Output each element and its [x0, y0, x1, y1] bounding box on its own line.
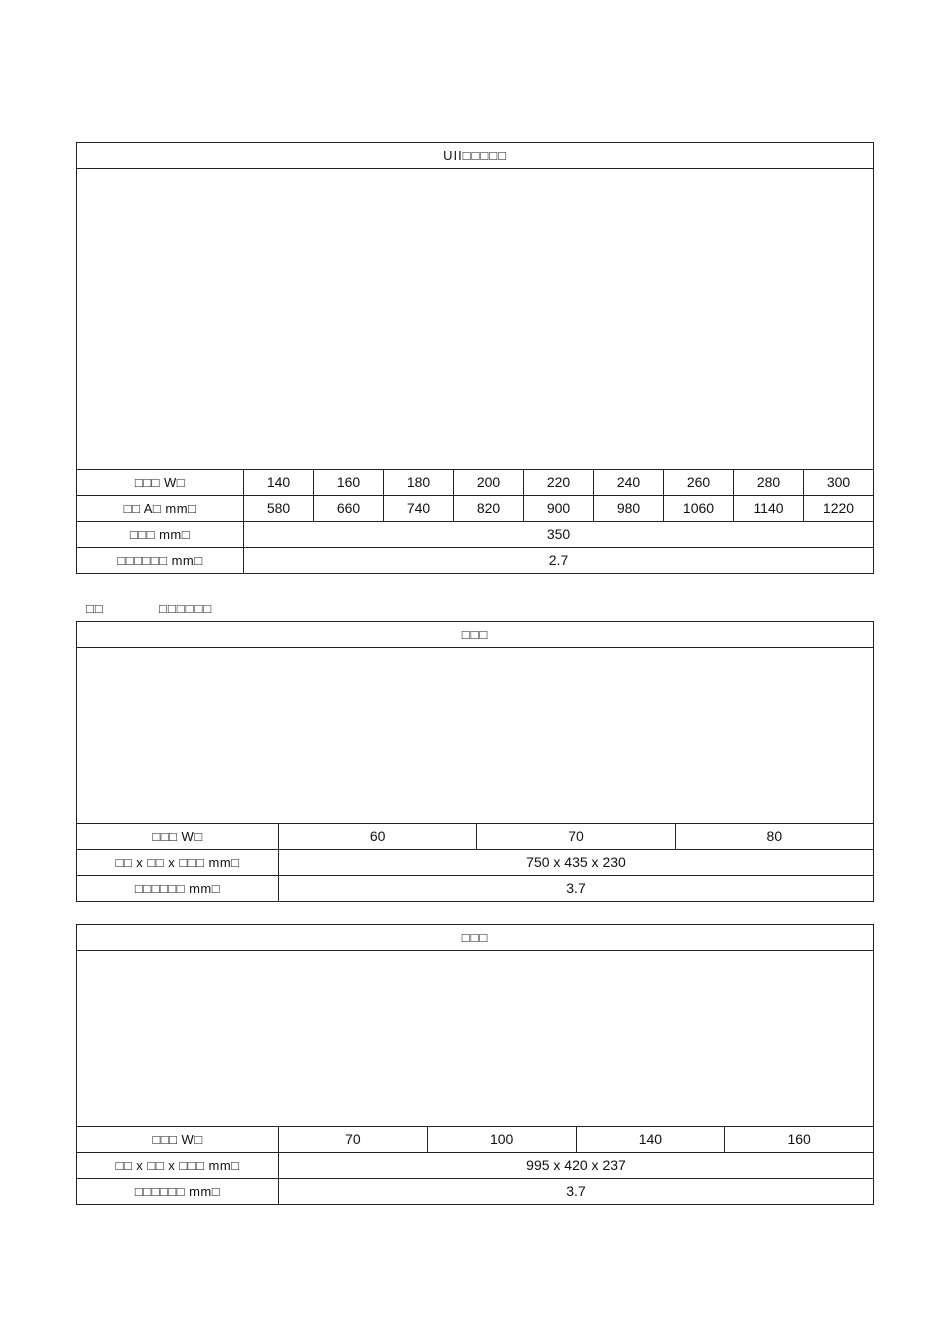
table-row	[77, 496, 874, 522]
table-cell: 160	[725, 1127, 874, 1153]
table-cell: 280	[734, 470, 804, 496]
table-3-title: □□□	[77, 925, 874, 951]
table-cell: 70	[279, 1127, 428, 1153]
row-label: □□ A□ mm□	[77, 496, 244, 522]
table-cell: 220	[524, 470, 594, 496]
table-cell: 1140	[734, 496, 804, 522]
table-row	[77, 1153, 874, 1179]
table-cell: 80	[675, 824, 873, 850]
table-cell: 1220	[804, 496, 874, 522]
table-row	[77, 1179, 874, 1205]
row-label: □□□□□□ mm□	[77, 548, 244, 574]
table-row	[77, 522, 874, 548]
table-cell: 180	[384, 470, 454, 496]
table-row	[77, 850, 874, 876]
table-cell: 740	[384, 496, 454, 522]
row-label: □□□□□□ mm□	[77, 876, 279, 902]
product-image-area	[77, 169, 874, 470]
table-row	[77, 548, 874, 574]
table-cell: 200	[454, 470, 524, 496]
row-label: □□□□□□ mm□	[77, 1179, 279, 1205]
row-label: □□□ W□	[77, 824, 279, 850]
product-image-area	[77, 648, 874, 824]
table-cell: 750 x 435 x 230	[279, 850, 874, 876]
table-cell: 980	[594, 496, 664, 522]
spec-table-3	[76, 924, 874, 1205]
table-cell: 580	[244, 496, 314, 522]
table-cell: 260	[664, 470, 734, 496]
table-cell: 820	[454, 496, 524, 522]
row-label: □□□ W□	[77, 470, 244, 496]
row-label: □□□ W□	[77, 1127, 279, 1153]
table-cell: 900	[524, 496, 594, 522]
table-cell: 60	[279, 824, 477, 850]
table-cell: 160	[314, 470, 384, 496]
table-row	[77, 1127, 874, 1153]
spec-table-1	[76, 142, 874, 574]
table-row	[77, 824, 874, 850]
table-cell: 70	[477, 824, 675, 850]
product-image-area	[77, 951, 874, 1127]
table-cell: 1060	[664, 496, 734, 522]
section-caption: □□ □□□□□□	[86, 601, 213, 616]
table-cell: 140	[576, 1127, 725, 1153]
table-cell: 660	[314, 496, 384, 522]
row-label: □□□ mm□	[77, 522, 244, 548]
table-cell: 995 x 420 x 237	[279, 1153, 874, 1179]
table-cell: 240	[594, 470, 664, 496]
row-label: □□ x □□ x □□□ mm□	[77, 1153, 279, 1179]
table-cell: 300	[804, 470, 874, 496]
table-cell: 2.7	[244, 548, 874, 574]
table-row	[77, 470, 874, 496]
table-row	[77, 876, 874, 902]
table-1-title: UII□□□□□	[77, 143, 874, 169]
table-cell: 140	[244, 470, 314, 496]
table-2-title: □□□	[77, 622, 874, 648]
spec-table-2	[76, 621, 874, 902]
row-label: □□ x □□ x □□□ mm□	[77, 850, 279, 876]
table-cell: 350	[244, 522, 874, 548]
table-cell: 3.7	[279, 1179, 874, 1205]
table-cell: 3.7	[279, 876, 874, 902]
table-cell: 100	[427, 1127, 576, 1153]
